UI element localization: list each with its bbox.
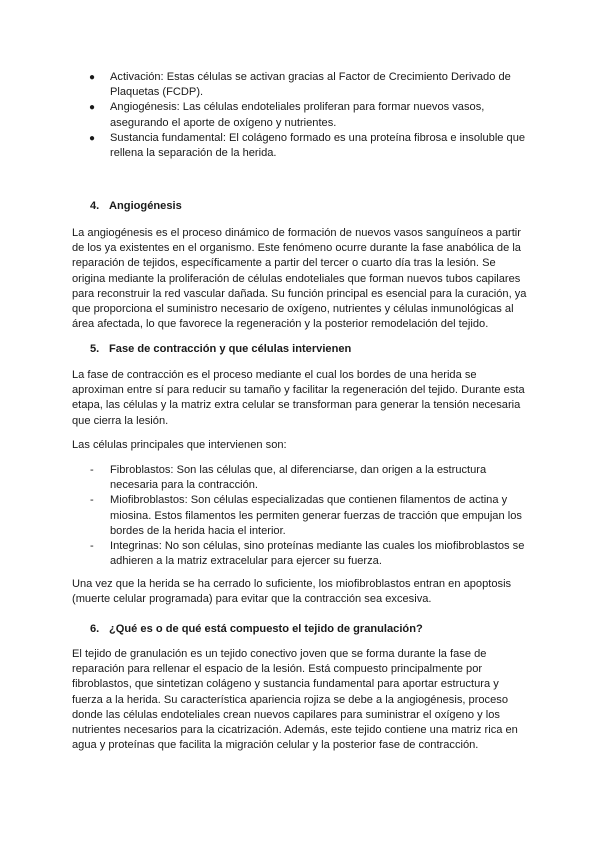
section-6-heading <box>72 622 530 637</box>
section-number: 4. <box>90 200 100 212</box>
section-title: Angiogénesis <box>109 200 182 212</box>
list-item <box>72 493 530 539</box>
list-item <box>72 463 530 493</box>
bullet-text: Sustancia fundamental: El colágeno formado es una proteína fibrosa e insoluble que rellena la separación de la herida. <box>110 131 526 160</box>
item-text: Miofibroblastos: Son células especializadas que contienen filamentos de actina y miosina. Estos filamentos les permiten generar fuerzas de tracción que empujan los bordes de la herida hacia el interior. <box>110 494 522 537</box>
list-item <box>72 70 530 100</box>
list-item <box>72 131 530 161</box>
intro-bullet-list <box>72 70 530 161</box>
bullet-text: Activación: Estas células se activan gracias al Factor de Crecimiento Derivado de Plaquetas (FCDP). <box>110 71 511 99</box>
dash-marker: - <box>90 540 94 553</box>
section-title: Fase de contracción y que células intervienen <box>109 343 352 355</box>
section-number: 5. <box>90 343 100 355</box>
section-5-cell-list <box>72 463 530 569</box>
section-6-paragraph: El tejido de granulación es un tejido conectivo joven que se forma durante la fase de reparación para rellenar el espacio de la lesión. Está compuesto principalmente por fibroblastos, que sintetizan colágeno y sustancia fundamental para aportar estructura y fuerza a la herida. Su característica apariencia rojiza se debe a la angiogénesis, proceso donde las células endoteliales crean nuevos capilares para suministrar el oxígeno y los nutrientes necesarios para la cicatrización. Además, este tejido contiene una matriz rica en agua y proteínas que facilita la migración celular y la posterior fase de contracción. <box>72 648 518 752</box>
section-title: ¿Qué es o de qué está compuesto el tejido de granulación? <box>109 623 423 635</box>
section-5-paragraph-2: Las células principales que intervienen son: <box>72 439 287 451</box>
item-text: Fibroblastos: Son las células que, al diferenciarse, dan origen a la estructura necesaria para la contracción. <box>110 464 487 492</box>
section-5-paragraph-3: Una vez que la herida se ha cerrado lo suficiente, los miofibroblastos entran en apoptosis (muerte celular programada) para evitar que la contracción sea excesiva. <box>72 578 512 606</box>
dash-marker: - <box>90 464 94 476</box>
section-5-paragraph-1: La fase de contracción es el proceso mediante el cual los bordes de una herida se aproximan entre sí para reducir su tamaño y facilitar la regeneración del tejido. Durante esta etapa, las células y la matriz extra celular se transforman para generar la tensión necesaria que cierra la lesión. <box>72 369 525 427</box>
bullet-marker: ● <box>89 132 96 144</box>
item-text: Integrinas: No son células, sino proteínas mediante las cuales los miofibroblastos se adhieren a la matriz extracelular para ejercer su fuerza. <box>110 540 525 568</box>
bullet-marker: ● <box>89 102 96 114</box>
list-item <box>72 539 530 569</box>
bullet-marker: ● <box>89 72 96 83</box>
section-number: 6. <box>90 623 100 635</box>
section-5-heading <box>72 342 530 357</box>
section-4-paragraph: La angiogénesis es el proceso dinámico de formación de nuevos vasos sanguíneos a partir de los ya existentes en el organismo. Este fenómeno ocurre durante la fase anabólica de la reparación de tejidos, específicamente a partir del tercer o cuarto día tras la lesión. Se origina mediante la proliferación de células endoteliales que forman nuevos tubos capilares para reconstruir la red vascular dañada. Su función principal es esencial para la curación, ya que proporciona el suministro necesario de oxígeno, nutrientes y células inmunológicas al área afectada, lo que favorece la regeneración y la posterior remodelación del tejido. <box>72 227 527 331</box>
dash-marker: - <box>90 494 94 507</box>
list-item <box>72 100 530 130</box>
section-4-heading <box>72 199 530 214</box>
bullet-text: Angiogénesis: Las células endoteliales proliferan para formar nuevos vasos, asegurando el aporte de oxígeno y nutrientes. <box>110 101 485 129</box>
